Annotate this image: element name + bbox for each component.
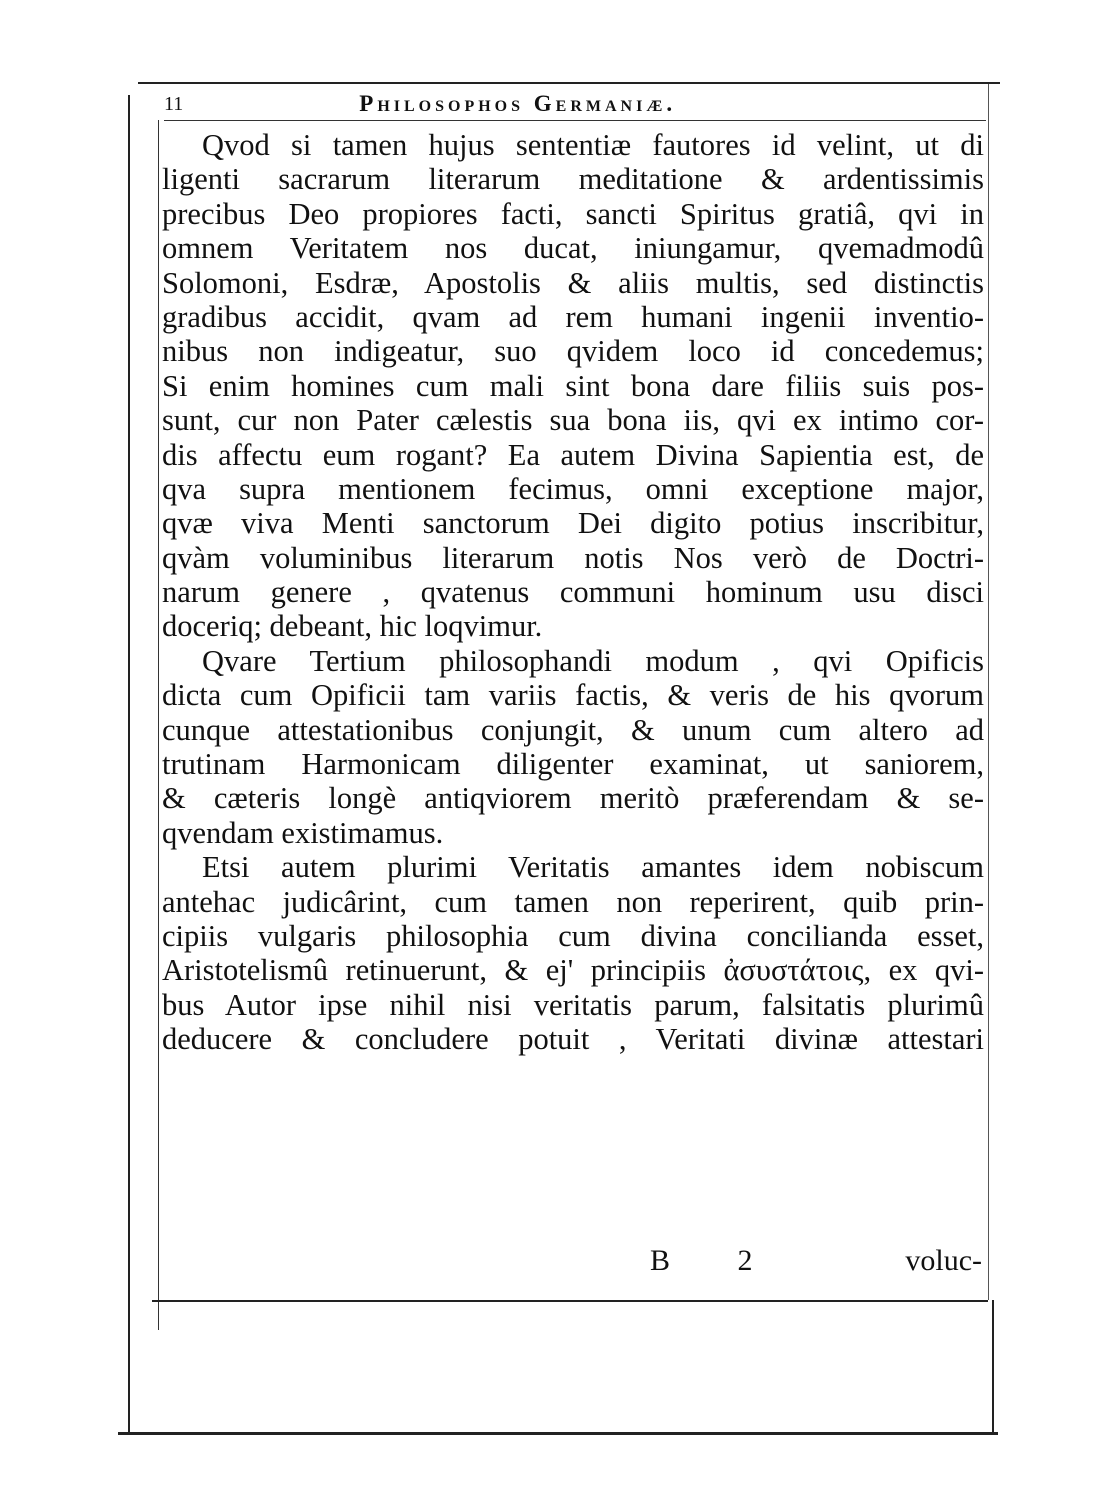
text-line: deducere & concludere potuit , Veritati divinæ attestari — [162, 1022, 984, 1057]
text-line: doceriq; debeant, hic loqvimur. — [162, 609, 543, 644]
text-line: ligenti sacrarum literarum meditatione & ardentissimis — [162, 162, 984, 197]
book-page — [152, 84, 992, 1304]
text-line: qva supra mentionem fecimus, omni exceptione major, — [162, 471, 984, 506]
text-block-left-rule — [158, 120, 159, 1330]
text-block-right-rule — [988, 84, 989, 1300]
text-line: cipiis vulgaris philosophia cum divina concilianda esset, — [162, 918, 984, 953]
text-line: & cæteris longè antiqviorem meritò præferendam & se- — [162, 781, 984, 816]
page-number: 11 — [164, 92, 184, 115]
text-line: antehac judicârint, cum tamen non reperirent, quib prin- — [162, 884, 984, 919]
text-line: Aristotelismû retinuerunt, & ej' principiis ἀσυστάτοις, ex qvi- — [162, 953, 984, 988]
text-line: bus Autor ipse nihil nisi veritatis parum, falsitatis plurimû — [162, 987, 984, 1022]
text-line: Etsi autem plurimi Veritatis amantes idem nobiscum — [202, 850, 984, 885]
text-line: omnem Veritatem nos ducat, iniungamur, qvemadmodû — [162, 231, 984, 266]
bottom-rule — [152, 1300, 988, 1302]
text-line: Qvare Tertium philosophandi modum , qvi Opificis — [202, 643, 984, 678]
text-line: dicta cum Opificii tam variis factis, & veris de his qvorum — [162, 678, 984, 713]
text-line: qvæ viva Menti sanctorum Dei digito potius inscribitur, — [162, 506, 984, 541]
page-header — [164, 84, 984, 124]
text-line: nibus non indigeatur, suo qvidem loco id concedemus; — [162, 334, 984, 369]
text-line: Qvod si tamen hujus sententiæ fautores id velint, ut di — [202, 128, 984, 162]
text-line: Solomoni, Esdræ, Apostolis & aliis multis, sed distinctis — [162, 265, 984, 300]
outer-frame-left — [128, 95, 130, 1433]
catchword: voluc- — [905, 1244, 982, 1277]
text-line: qvendam existimamus. — [162, 815, 444, 850]
body-text — [162, 128, 984, 1057]
outer-frame-right — [992, 1300, 994, 1435]
signature-mark: B 2 — [650, 1244, 783, 1277]
text-line: trutinam Harmonicam diligenter examinat, ut saniorem, — [162, 747, 984, 782]
outer-frame-bottom — [118, 1432, 998, 1435]
text-line: dis affectu eum rogant? Ea autem Divina Sapientia est, de — [162, 437, 984, 472]
text-line: gradibus accidit, qvam ad rem humani ingenii inventio- — [162, 299, 984, 334]
running-head: Philosophos Germaniæ. — [359, 91, 677, 116]
page-footer — [162, 1244, 984, 1284]
text-line: Si enim homines cum mali sint bona dare filiis suis pos- — [162, 368, 984, 403]
text-line: qvàm voluminibus literarum notis Nos verò de Doctri- — [162, 540, 984, 575]
text-line: sunt, cur non Pater cælestis sua bona iis, qvi ex intimo cor- — [162, 403, 984, 438]
header-rule — [164, 120, 986, 121]
text-line: precibus Deo propiores facti, sancti Spiritus gratiâ, qvi in — [162, 196, 984, 231]
text-line: narum genere , qvatenus communi hominum usu disci — [162, 575, 984, 610]
text-line: cunque attestationibus conjungit, & unum cum altero ad — [162, 712, 984, 747]
